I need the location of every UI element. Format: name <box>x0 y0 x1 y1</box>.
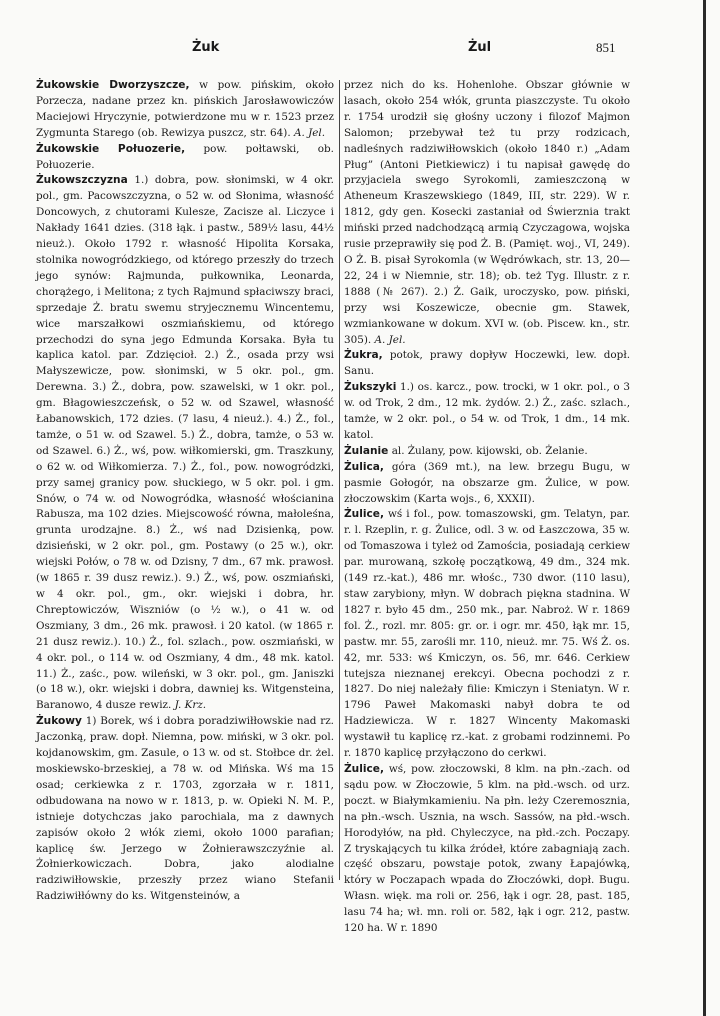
entry-headword: Żukszyki <box>344 381 397 394</box>
page-number: 851 <box>596 40 616 55</box>
dictionary-entry <box>344 78 630 348</box>
entry-text: potok, prawy dopływ Hoczewki, lew. dopł. Sanu. <box>344 349 630 378</box>
dictionary-entry <box>344 762 630 937</box>
dictionary-entry <box>36 173 334 714</box>
running-head-center: Żul <box>468 40 492 55</box>
dictionary-entry <box>344 380 630 444</box>
left-column <box>36 78 334 905</box>
entry-headword: Żukra, <box>344 349 383 362</box>
entry-text: góra (369 mt.), na lew. brzegu Bugu, w pasmie Gołogór, na obszarze gm. Żulice, w pow. złoczowskim (Karta wojs., 6, XXXII). <box>344 460 630 505</box>
author-signature: A. Jel. <box>293 126 326 139</box>
dictionary-entry <box>344 444 630 460</box>
dictionary-entry <box>344 507 630 762</box>
entry-headword: Żukowskie Dworzyszcze, <box>36 79 190 91</box>
entry-text: pow. połtawski, ob. Połuozerie. <box>36 142 334 171</box>
entry-text: 1.) dobra, pow. słonimski, w 4 okr. pol., gm. Pacowszczyzna, o 52 w. od Słonima, własność Doncowych, z chutorami Kulesze, Zacisze al. Liczyce i Nakłady 1641 dzies. (318 łąk. i pastw., 589½ lasu, 44½ nieuż.). Około 1792 r. własność Hipolita Korsaka, stolnika nowogródzkiego, od którego przeszły do trzech jego synów: Rajmunda, pułkownika, Leonarda, chorążego, i Melitona; z tych Rajmund spłaciwszy braci, sprzedaje Ż. bratu swemu stryjecznemu Wincentemu, wice marszałkowi oszmiańskiemu, od którego przechodzi do syna jego Edmunda Korsaka. Była tu kaplica katol. par. Zdzięcioł. 2.) Ż., osada przy wsi Małyszewicze, pow. słonimski, w 5 okr. pol., gm. Derewna. 3.) Ż., dobra, pow. szawelski, w 1 okr. pol., gm. Błagowieszczeńsk, o 52 w. od Szawel, własność Łabanowskich, 172 dzies. (7 lasu, 4 nieuż.). 4.) Ż., fol., tamże, o 51 w. od Szawel. 5.) Ż., dobra, tamże, o 53 w. od Szawel. 6.) Ż., wś, pow. wiłkomierski, gm. Traszkuny, o 62 w. od Wiłkomierza. 7.) Ż., fol., pow. nowogródzki, przy samej granicy pow. słuckiego, w 5 okr. pol. i gm. Snów, o 74 w. od Nowogródka, własność włościanina Rabusza, ma 102 dzies. Miejscowość równa, małoleśna, grunta urodzajne. 8.) Ż., wś nad Dzisienką, pow. dzisieński, w 2 okr. pol., gm. Postawy (o 25 w.), okr. wiejski Połów, o 78 w. od Dzisny, 7 dm., 67 mk. prawosł. (w 1865 r. 39 dusz rewiz.). 9.) Ż., wś, pow. oszmiański, w 4 okr. pol., gm., okr. wiejski i dobra, hr. Chreptowiczów, Wiszniów (o ½ w.), o 41 w. od Oszmiany, 3 dm., 26 mk. prawosł. i 20 katol. (w 1865 r. 21 dusz rewiz.). 10.) Ż., fol. szlach., pow. oszmiański, w 4 okr. pol., o 114 w. od Oszmiany, 4 dm., 48 mk. katol. 11.) Ż., zaśc., pow. wileński, w 3 okr. pol., gm. Janiszki (o 18 w.), okr. wiejski i dobra, dawniej ks. Witgensteina, Baranowo, 4 dusze rewiz. <box>36 174 334 712</box>
author-signature: A. Jel. <box>374 333 406 346</box>
entry-headword: Żulica, <box>344 460 384 473</box>
entry-text: wś i fol., pow. tomaszowski, gm. Telatyn, par. r. l. Rzeplin, r. g. Żulice, odl. 3 w. od Łaszczowa, 35 w. od Tomaszowa i tyleż od Zamościa, posiadają cerkiew par. murowaną, szkołę początkową, 49 dm., 324 mk. (149 rz.-kat.), 486 mr. włośc., 730 dwor. (110 lasu), staw zarybiony, młyn. W dobrach piękna stadnina. W 1827 r. było 45 dm., 250 mk., par. Nabroż. W r. 1869 fol. Ż., rozl. mr. 805: gr. or. i ogr. mr. 450, łąk mr. 15, pastw. mr. 55, zarośli mr. 110, nieuż. mr. 75. Wś Ż. os. 42, mr. 533: wś Kmiczyn, os. 56, mr. 646. Cerkiew tutejsza nieznanej erekcyi. Obecna pochodzi z r. 1827. Do niej należały filie: Kmiczyn i Steniatyn. W r. 1796 Paweł Makomaski nabył dobra te od Hadziewicza. W r. 1827 Wincenty Makomaski wystawił tu kaplicę rz.-kat. z grobami rodzinnemi. Po r. 1870 kaplicę przyłączono do cerkwi. <box>344 508 631 760</box>
entry-headword: Żukowskie Połuozerie, <box>36 142 186 155</box>
entry-text: przez nich do ks. Hohenlohe. Obszar głównie w lasach, około 254 włók, grunta piaszczyste. Tu około r. 1754 urodził się głośny uczony i filozof Majmon Salomon; przebywał też tu przy rodzicach, nadleśnych radziwiłłowskich (około 1840 r.) „Adam Pług” (Antoni Pietkiewicz) i tu napisał gawędę do przyjaciela swego Syrokomli, zamieszczoną w Atheneum Kraszewskiego (1849, III, str. 229). W r. 1812, gdy gen. Kosecki zastaniał od Świerznia trakt miński przed nadchodzącą armią Czyczagowa, wojska rusie przeprawiły się pod Ż. B. (Pamięt. woj., VI, 249). O Ż. B. pisał Syrokomla (w Wędrówkach, str. 13, 20—22, 24 i w Niemnie, str. 18); ob. też Tyg. Illustr. z r. 1888 (№ 267). 2.) Ż. Gaik, uroczysko, pow. piński, przy wsi Koszewicze, obecnie gm. Stawek, wzmiankowane w dokum. XVI w. (ob. Piscew. kn., str. 305). <box>344 79 630 346</box>
entry-headword: Żulice, <box>344 762 384 775</box>
running-head-left: Żuk <box>192 40 220 55</box>
entry-headword: Żukowszczyzna <box>36 174 128 187</box>
entry-headword: Żulice, <box>344 508 384 521</box>
dictionary-entry <box>344 460 630 508</box>
entry-text: w pow. pińskim, około Porzecza, nadane przez kn. pińskich Jarosławowiczów Maciejowi Hryczynie, potwierdzone mu w r. 1523 przez Zygmunta Starego (ob. Rewizya puszcz, str. 64). <box>36 79 334 139</box>
dictionary-entry <box>36 714 334 905</box>
column-divider <box>339 80 340 880</box>
page-edge <box>703 0 706 1016</box>
entry-text: wś, pow. złoczowski, 8 klm. na płn.-zach. od sądu pow. w Złoczowie, 5 klm. na płd.-wsch. od urz. poczt. w Białymkamieniu. Na płn. leży Czeremosznia, na płn.-wsch. Usznia, na wsch. Sassów, na płd.-wsch. Horodyłów, na płd. Chyleczyce, na płd.-zch. Poczapy. Z tryskających tu kilka źródeł, które zabagniają zach. część obszaru, powstaje potok, zwany Łapajówką, który w Poczapach wpada do Złoczówki, dopł. Bugu. Własn. więk. ma roli or. 256, łąk i ogr. 28, past. 185, lasu 74 ha; wł. mn. roli or. 582, łąk i ogr. 212, pastw. 120 ha. W r. 1890 <box>344 762 630 935</box>
dictionary-entry <box>344 348 630 380</box>
author-signature: J. Krz. <box>174 699 207 712</box>
entry-text: 1.) os. karcz., pow. trocki, w 1 okr. pol., o 3 w. od Trok, 2 dm., 12 mk. żydów. 2.) Ż., zaśc. szlach., tamże, w 2 okr. pol., o 54 w. od Trok, 1 dm., 14 mk. katol. <box>344 381 630 441</box>
dictionary-entry <box>36 142 334 174</box>
entry-headword: Żulanie <box>344 444 389 457</box>
entry-headword: Żukowy <box>36 715 82 728</box>
entry-text: al. Żulany, pow. kijowski, ob. Żelanie. <box>391 444 588 457</box>
entry-text: 1) Borek, wś i dobra poradziwiłłowskie nad rz. Jaczonką, praw. dopł. Niemna, pow. miński, w 3 okr. pol. kojdanowskim, gm. Zasule, o 13 w. od st. Stołbce dr. żel. moskiewsko-brzeskiej, a 78 w. od Mińska. Wś ma 15 osad; cerkiewka z r. 1703, zgorzała w r. 1811, odbudowana na nowo w r. 1813, p. w. Opieki N. M. P., istnieje dotychczas jako parochiala, ma z dawnych zapisów około 2 włók ziemi, około 1000 parafian; kaplicę św. Jerzego w Żołnierawszczyźnie al. Żołnierkowiczach. Dobra, jako alodialne radziwiłłowskie, przeszły przez wiano Stefanii Radziwiłłówny do ks. Witgensteinów, a <box>36 715 334 903</box>
dictionary-entry <box>36 78 334 142</box>
right-column <box>344 78 630 937</box>
